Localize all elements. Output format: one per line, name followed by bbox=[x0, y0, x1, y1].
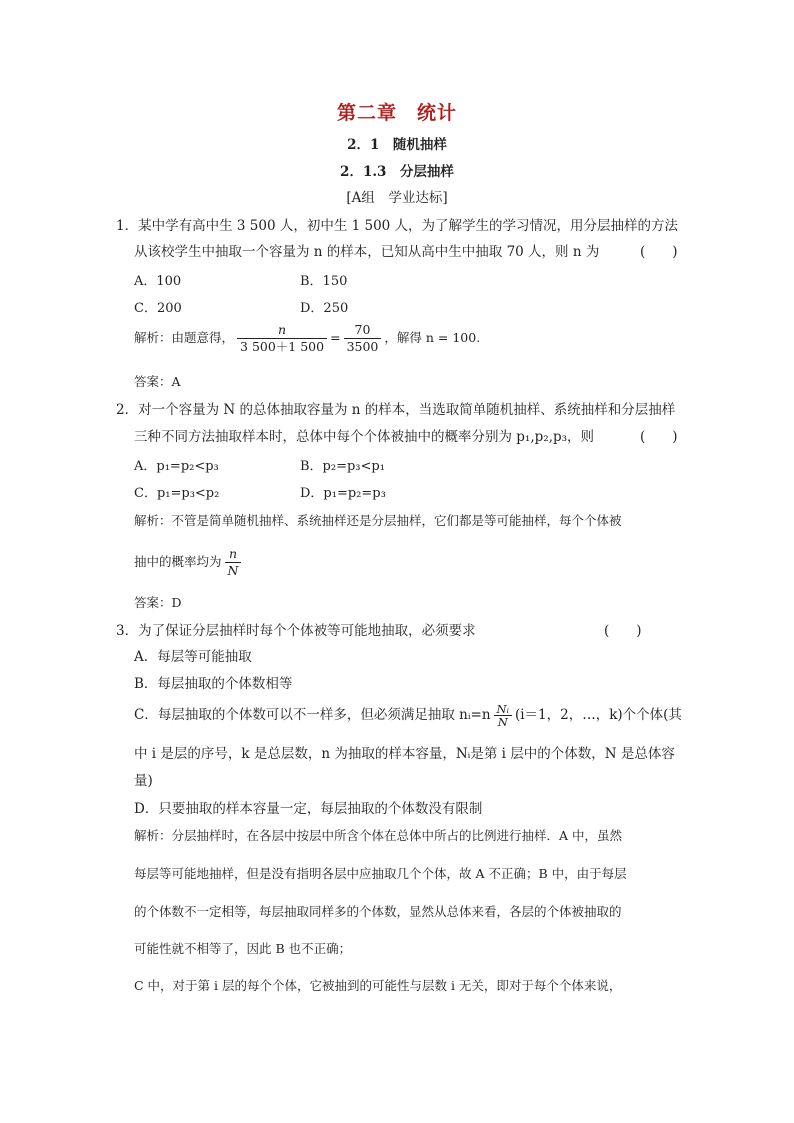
q1-frac1-denominator: 3 500＋1 500 bbox=[240, 339, 325, 354]
q2-solution-line2 bbox=[134, 546, 244, 579]
q2-answer-paren: ( ) bbox=[640, 429, 678, 445]
chapter-title: 第二章 统计 bbox=[336, 102, 457, 124]
q3-optc-frac-denominator: N bbox=[497, 715, 508, 729]
q3-solution-line4: 可能性就不相等了，因此 B 也不正确； bbox=[134, 941, 352, 956]
q1-solution bbox=[134, 322, 480, 355]
q3-answer-paren: ( ) bbox=[604, 623, 642, 639]
q2-line1: 2．对一个容量为 N 的总体抽取容量为 n 的样本，当选取简单随机抽样、系统抽样和分层抽样 bbox=[116, 402, 676, 418]
section-title: 2．1 随机抽样 bbox=[347, 137, 447, 153]
q1-line1: 1．某中学有高中生 3 500 人，初中生 1 500 人，为了解学生的学习情况，用分层抽样的方法 bbox=[116, 218, 679, 234]
q3-solution-line1: 解析：分层抽样时，在各层中按层中所含个体在总体中所占的比例进行抽样．A 中，虽然 bbox=[134, 828, 623, 843]
q1-equals: = bbox=[330, 330, 341, 345]
q2-answer: 答案：D bbox=[134, 595, 182, 610]
q2-frac-denominator: N bbox=[227, 563, 239, 578]
q1-frac1-numerator: n bbox=[237, 322, 327, 339]
q3-option-c-line1 bbox=[134, 703, 682, 728]
q3-option-c-prefix: C．每层抽取的个体数可以不一样多，但必须满足抽取 nᵢ=n bbox=[134, 707, 491, 723]
q2-fraction bbox=[225, 546, 242, 579]
q1-answer-paren: ( ) bbox=[640, 244, 678, 260]
q3-option-c-line2: 中 i 是层的序号，k 是总层数，n 为抽取的样本容量，Nᵢ是第 i 层中的个体数，N 是总体容 bbox=[134, 746, 675, 762]
q2-solution-line1: 解析：不管是简单随机抽样、系统抽样还是分层抽样，它们都是等可能抽样，每个个体被 bbox=[134, 513, 622, 528]
q2-option-d: D．p₁=p₂=p₃ bbox=[300, 486, 386, 501]
q1-option-a: A．100 bbox=[134, 274, 182, 289]
q1-option-c: C．200 bbox=[134, 301, 182, 316]
q3-solution-line5: C 中，对于第 i 层的每个个体，它被抽到的可能性与层数 i 无关，即对于每个个体来说， bbox=[134, 978, 622, 993]
q2-option-b: B．p₂=p₃<p₁ bbox=[300, 459, 385, 474]
q2-line2: 三种不同方法抽取样本时，总体中每个个体被抽中的概率分别为 p₁,p₂,p₃，则 bbox=[134, 429, 595, 445]
q1-solution-prefix: 解析：由题意得， bbox=[134, 330, 235, 345]
q1-option-d: D．250 bbox=[300, 301, 349, 316]
group-label: [A组 学业达标] bbox=[346, 190, 448, 206]
q3-optc-frac-numerator: Nᵢ bbox=[494, 703, 512, 716]
q1-fraction-2 bbox=[344, 322, 382, 355]
q1-answer: 答案：A bbox=[134, 374, 181, 389]
q3-line1: 3．为了保证分层抽样时每个个体被等可能地抽取，必须要求 bbox=[116, 623, 476, 639]
q3-option-c-suffix: (i＝1，2，…，k)个个体(其 bbox=[514, 707, 682, 723]
q2-option-c: C．p₁=p₃<p₂ bbox=[134, 486, 220, 501]
q1-line2: 从该校学生中抽取一个容量为 n 的样本，已知从高中生中抽取 70 人，则 n 为 bbox=[134, 244, 600, 260]
q3-option-b: B．每层抽取的个体数相等 bbox=[134, 676, 293, 692]
q1-frac2-numerator: 70 bbox=[344, 322, 382, 339]
q2-option-a: A．p₁=p₂<p₃ bbox=[134, 459, 219, 474]
q1-option-b: B．150 bbox=[300, 274, 348, 289]
q3-option-c-line3: 量) bbox=[134, 773, 153, 789]
q1-solution-suffix: ，解得 n = 100. bbox=[384, 330, 481, 345]
q2-frac-numerator: n bbox=[225, 546, 242, 563]
q3-option-a: A．每层等可能抽取 bbox=[134, 649, 252, 665]
q3-option-d: D．只要抽取的样本容量一定，每层抽取的个体数没有限制 bbox=[134, 801, 483, 817]
q2-solution-prefix: 抽中的概率均为 bbox=[134, 554, 222, 569]
subsection-title: 2．1.3 分层抽样 bbox=[340, 164, 454, 180]
q1-fraction-1 bbox=[237, 322, 327, 355]
q3-solution-line3: 的个体数不一定相等，每层抽取同样多的个体数，显然从总体来看，各层的个体被抽取的 bbox=[134, 904, 622, 919]
q3-solution-line2: 每层等可能地抽样，但是没有指明各层中应抽取几个个体，故 A 不正确；B 中，由于每层 bbox=[134, 866, 627, 881]
q1-frac2-denominator: 3500 bbox=[346, 339, 379, 354]
q3-option-c-fraction bbox=[494, 703, 512, 728]
